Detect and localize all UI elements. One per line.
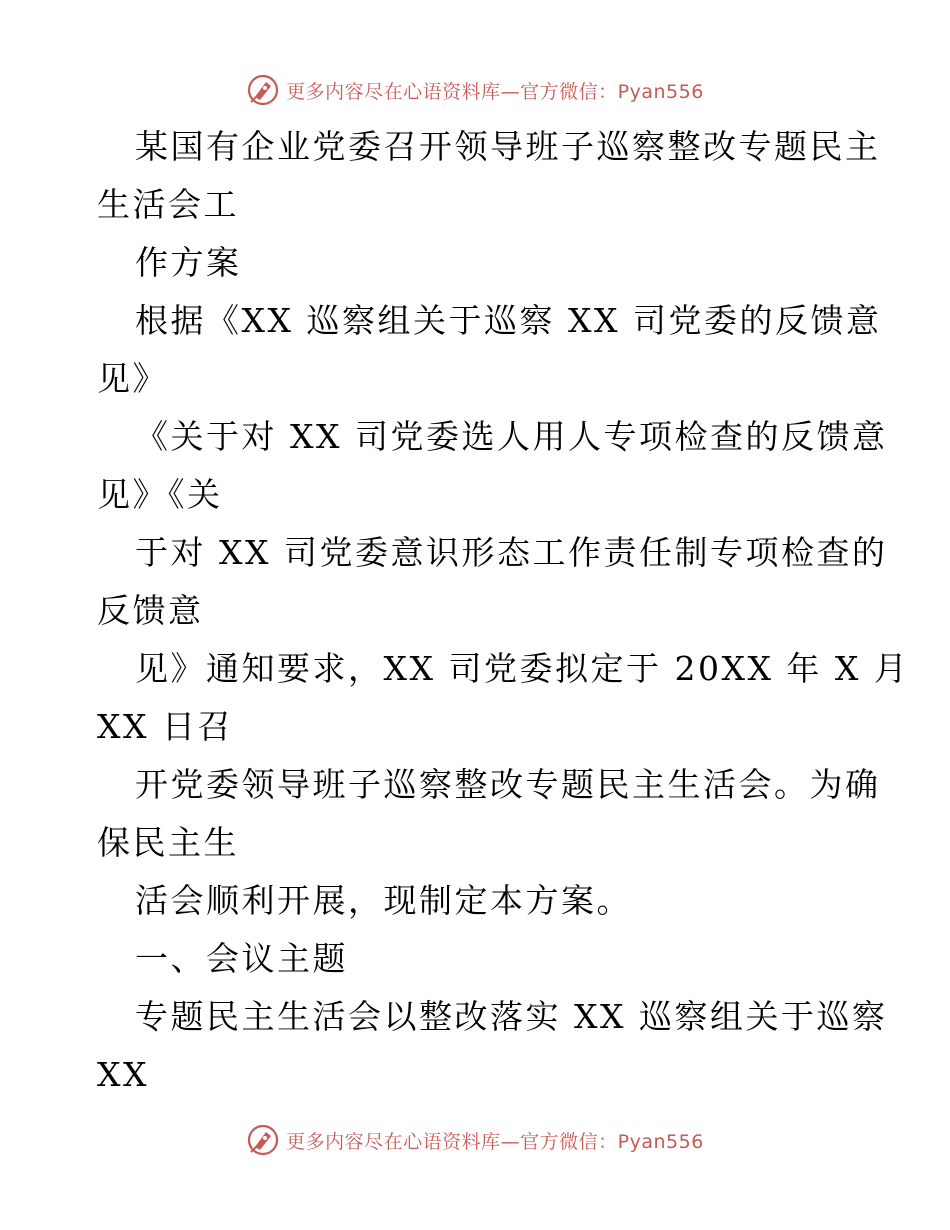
pen-nib-icon bbox=[246, 73, 280, 107]
body-line: 活会顺利开展，现制定本方案。 bbox=[135, 881, 632, 920]
body-line: XX 日召 bbox=[97, 707, 233, 746]
body-line: 保民主生 bbox=[97, 823, 239, 862]
body-line: 一、会议主题 bbox=[135, 939, 348, 978]
body-line: 见》通知要求，XX 司党委拟定于 20XX 年 X 月 bbox=[135, 649, 910, 688]
body-line: 《关于对 XX 司党委选人用人专项检查的反馈意 bbox=[135, 417, 888, 456]
body-line: 于对 XX 司党委意识形态工作责任制专项检查的 bbox=[135, 533, 888, 572]
body-line: 专题民主生活会以整改落实 XX 巡察组关于巡察 bbox=[135, 997, 888, 1036]
body-line: 生活会工 bbox=[97, 185, 239, 224]
body-line: 见》《关 bbox=[97, 475, 223, 514]
body-line: 某国有企业党委召开领导班子巡察整改专题民主 bbox=[135, 127, 881, 166]
body-line: XX bbox=[97, 1055, 149, 1094]
pen-nib-icon bbox=[246, 1123, 280, 1157]
body-line: 反馈意 bbox=[97, 591, 204, 630]
body-line: 见》 bbox=[97, 359, 168, 398]
document-body bbox=[97, 118, 910, 1104]
header-banner-text: 更多内容尽在心语资料库—官方微信：Pyan556 bbox=[286, 80, 704, 103]
footer-banner-text: 更多内容尽在心语资料库—官方微信：Pyan556 bbox=[286, 1130, 704, 1153]
footer-banner bbox=[0, 1120, 950, 1160]
body-line: 作方案 bbox=[135, 243, 242, 282]
header-banner bbox=[0, 70, 950, 110]
body-line: 根据《XX 巡察组关于巡察 XX 司党委的反馈意 bbox=[135, 301, 882, 340]
body-line: 开党委领导班子巡察整改专题民主生活会。为确 bbox=[135, 765, 881, 804]
